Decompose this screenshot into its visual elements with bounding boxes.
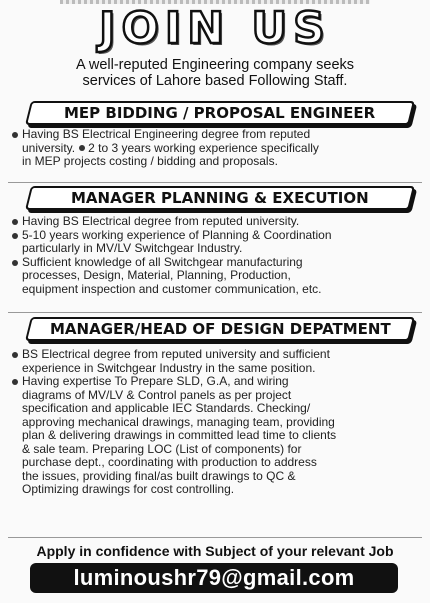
list-item-text: the issues, providing final/as built drawings to QC & xyxy=(22,468,296,483)
list-item-text: 2 to 3 years working experience specifically xyxy=(88,140,319,155)
intro-line: services of Lahore based Following Staff. xyxy=(82,73,348,89)
list-item-text: plan & delivering drawings in committed lead time to clients xyxy=(22,428,337,442)
divider xyxy=(8,312,422,313)
list-item-text: Having BS Electrical Engineering degree from reputed xyxy=(22,127,311,141)
bullet-icon xyxy=(12,219,18,225)
intro-line: A well-reputed Engineering company seeks xyxy=(75,57,355,73)
section-heading-manager-planning xyxy=(25,186,415,210)
list-item-text: Having expertise To Prepare SLD, G.A, and wiring xyxy=(22,374,289,388)
bullet-icon xyxy=(12,352,18,358)
contact-email-link[interactable]: luminoushr79@gmail.com xyxy=(73,565,355,590)
list-item-text: Sufficient knowledge of all Switchgear manufacturing xyxy=(22,254,303,269)
section-heading-head-of-design xyxy=(25,317,415,341)
list-item-text: in MEP projects costing / bidding and proposals. xyxy=(22,154,278,168)
list-item-text: particularly in MV/LV Switchgear Industry. xyxy=(22,241,243,255)
list-item xyxy=(12,229,420,256)
list-item-text: Having BS Electrical degree from reputed university. xyxy=(22,214,300,228)
intro-text xyxy=(10,57,420,89)
email-banner xyxy=(30,563,398,593)
list-item-text: university. xyxy=(22,140,76,155)
list-item-text: 5-10 years working experience of Planning & Coordination xyxy=(22,227,332,242)
bullet-icon xyxy=(12,379,18,385)
section-mep-bidding xyxy=(12,128,420,169)
list-item-text: processes, Design, Material, Planning, Production, xyxy=(22,268,291,282)
divider xyxy=(8,182,422,183)
list-item-text: purchase dept., coordinating with production to address xyxy=(22,455,317,469)
list-item xyxy=(12,375,420,497)
list-item-text: equipment inspection and customer communication, etc. xyxy=(22,281,322,296)
section-heading-label: MANAGER/HEAD OF DESIGN DEPATMENT xyxy=(49,320,391,338)
section-head-of-design xyxy=(12,348,420,497)
section-heading-label: MANAGER PLANNING & EXECUTION xyxy=(71,189,369,207)
list-item-text: BS Electrical degree from reputed university and sufficient xyxy=(22,347,330,361)
list-item xyxy=(12,256,420,297)
bullet-icon xyxy=(12,260,18,266)
list-item-text: Optimizing drawings for cost controlling. xyxy=(22,482,235,496)
bullet-icon xyxy=(12,233,18,239)
list-item xyxy=(12,128,420,169)
list-item-text: approving mechanical drawings, managing team, providing xyxy=(22,414,335,429)
list-item-text: experience in Switchgear Industry in the same position. xyxy=(22,360,316,375)
section-heading-label: MEP BIDDING / PROPOSAL ENGINEER xyxy=(64,104,376,122)
section-manager-planning xyxy=(12,215,420,296)
bullet-icon xyxy=(79,145,85,151)
list-item-text: diagrams of MV/LV & Control panels as per project xyxy=(22,387,292,402)
list-item-text: & sale team. Preparing LOC (List of components) for xyxy=(22,441,302,456)
page-title: JOIN US xyxy=(99,3,331,54)
list-item xyxy=(12,215,420,229)
list-item xyxy=(12,348,420,375)
section-heading-mep-bidding xyxy=(25,101,415,125)
bullet-icon xyxy=(12,132,18,138)
list-item-text: specification and applicable IEC Standards. Checking/ xyxy=(22,401,311,415)
apply-instructions: Apply in confidence with Subject of your relevant Job xyxy=(36,543,394,559)
divider xyxy=(8,537,422,538)
